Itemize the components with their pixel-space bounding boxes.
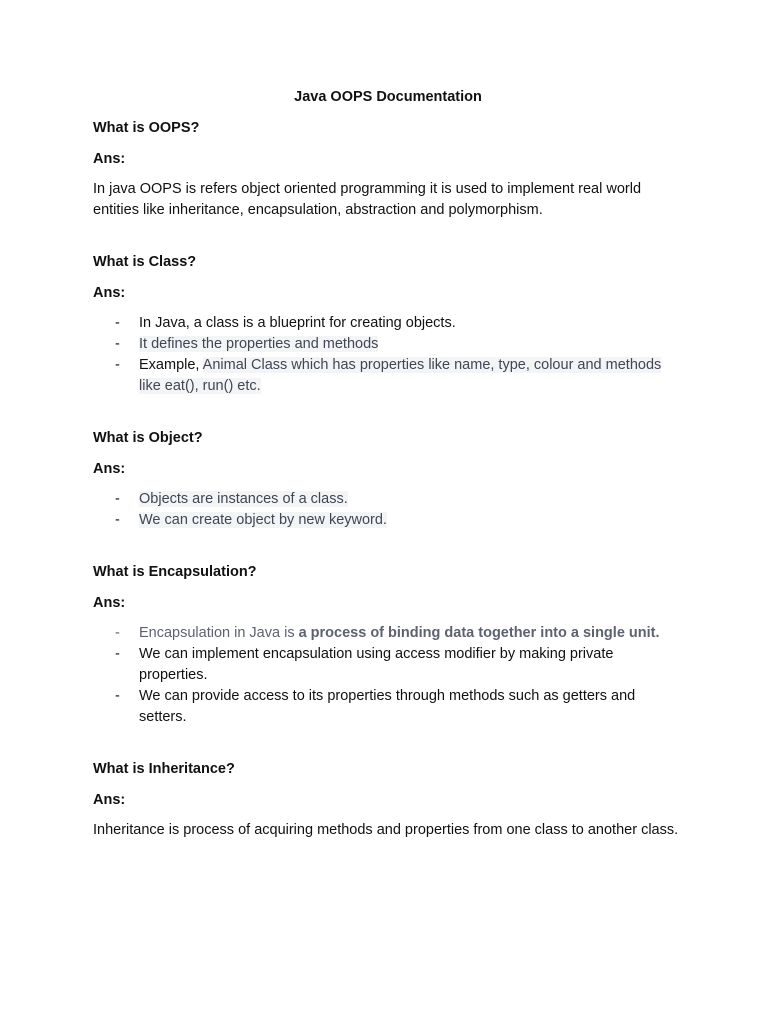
list-item bbox=[93, 623, 683, 644]
answer-label: Ans: bbox=[93, 151, 126, 167]
document-title: Java OOPS Documentation bbox=[294, 89, 482, 105]
list-item bbox=[93, 334, 683, 355]
answer-label: Ans: bbox=[93, 285, 126, 301]
list-item-text: We can provide access to its properties through methods such as getters and setters. bbox=[139, 688, 636, 725]
list-item-prefix: Example, bbox=[139, 357, 203, 373]
answer-paragraph: In java OOPS is refers object oriented programming it is used to implement real world entities like inheritance, encapsulation, abstraction and polymorphism. bbox=[93, 181, 642, 218]
question-heading: What is OOPS? bbox=[93, 120, 200, 136]
list-item bbox=[93, 355, 683, 397]
question-heading: What is Encapsulation? bbox=[93, 564, 257, 580]
section-inheritance bbox=[93, 758, 683, 841]
list-item bbox=[93, 686, 683, 728]
answer-paragraph: Inheritance is process of acquiring methods and properties from one class to another class. bbox=[93, 822, 679, 838]
section-object bbox=[93, 427, 683, 531]
list-item-text: Animal Class which has properties like name, type, colour and methods like eat(), run() etc. bbox=[139, 357, 662, 394]
list-item bbox=[93, 313, 683, 334]
list-item-bold-text: a process of binding data together into a single unit. bbox=[298, 625, 660, 641]
document-page bbox=[93, 86, 683, 841]
section-encapsulation bbox=[93, 561, 683, 728]
answer-list bbox=[93, 489, 683, 531]
list-item-text: We can implement encapsulation using access modifier by making private properties. bbox=[139, 646, 614, 683]
section-class bbox=[93, 251, 683, 397]
answer-label: Ans: bbox=[93, 461, 126, 477]
list-item-text: We can create object by new keyword. bbox=[139, 512, 387, 528]
list-item-text: In Java, a class is a blueprint for creating objects. bbox=[139, 315, 456, 331]
answer-list bbox=[93, 623, 683, 728]
question-heading: What is Class? bbox=[93, 254, 197, 270]
answer-list bbox=[93, 313, 683, 397]
list-item bbox=[93, 644, 683, 686]
section-oops bbox=[93, 117, 683, 221]
list-item-text: Objects are instances of a class. bbox=[139, 491, 348, 507]
list-item-text: It defines the properties and methods bbox=[139, 336, 379, 352]
list-item bbox=[93, 489, 683, 510]
list-item-prefix: Encapsulation in Java is bbox=[139, 625, 299, 641]
answer-label: Ans: bbox=[93, 595, 126, 611]
answer-label: Ans: bbox=[93, 792, 126, 808]
list-item bbox=[93, 510, 683, 531]
question-heading: What is Inheritance? bbox=[93, 761, 235, 777]
question-heading: What is Object? bbox=[93, 430, 203, 446]
